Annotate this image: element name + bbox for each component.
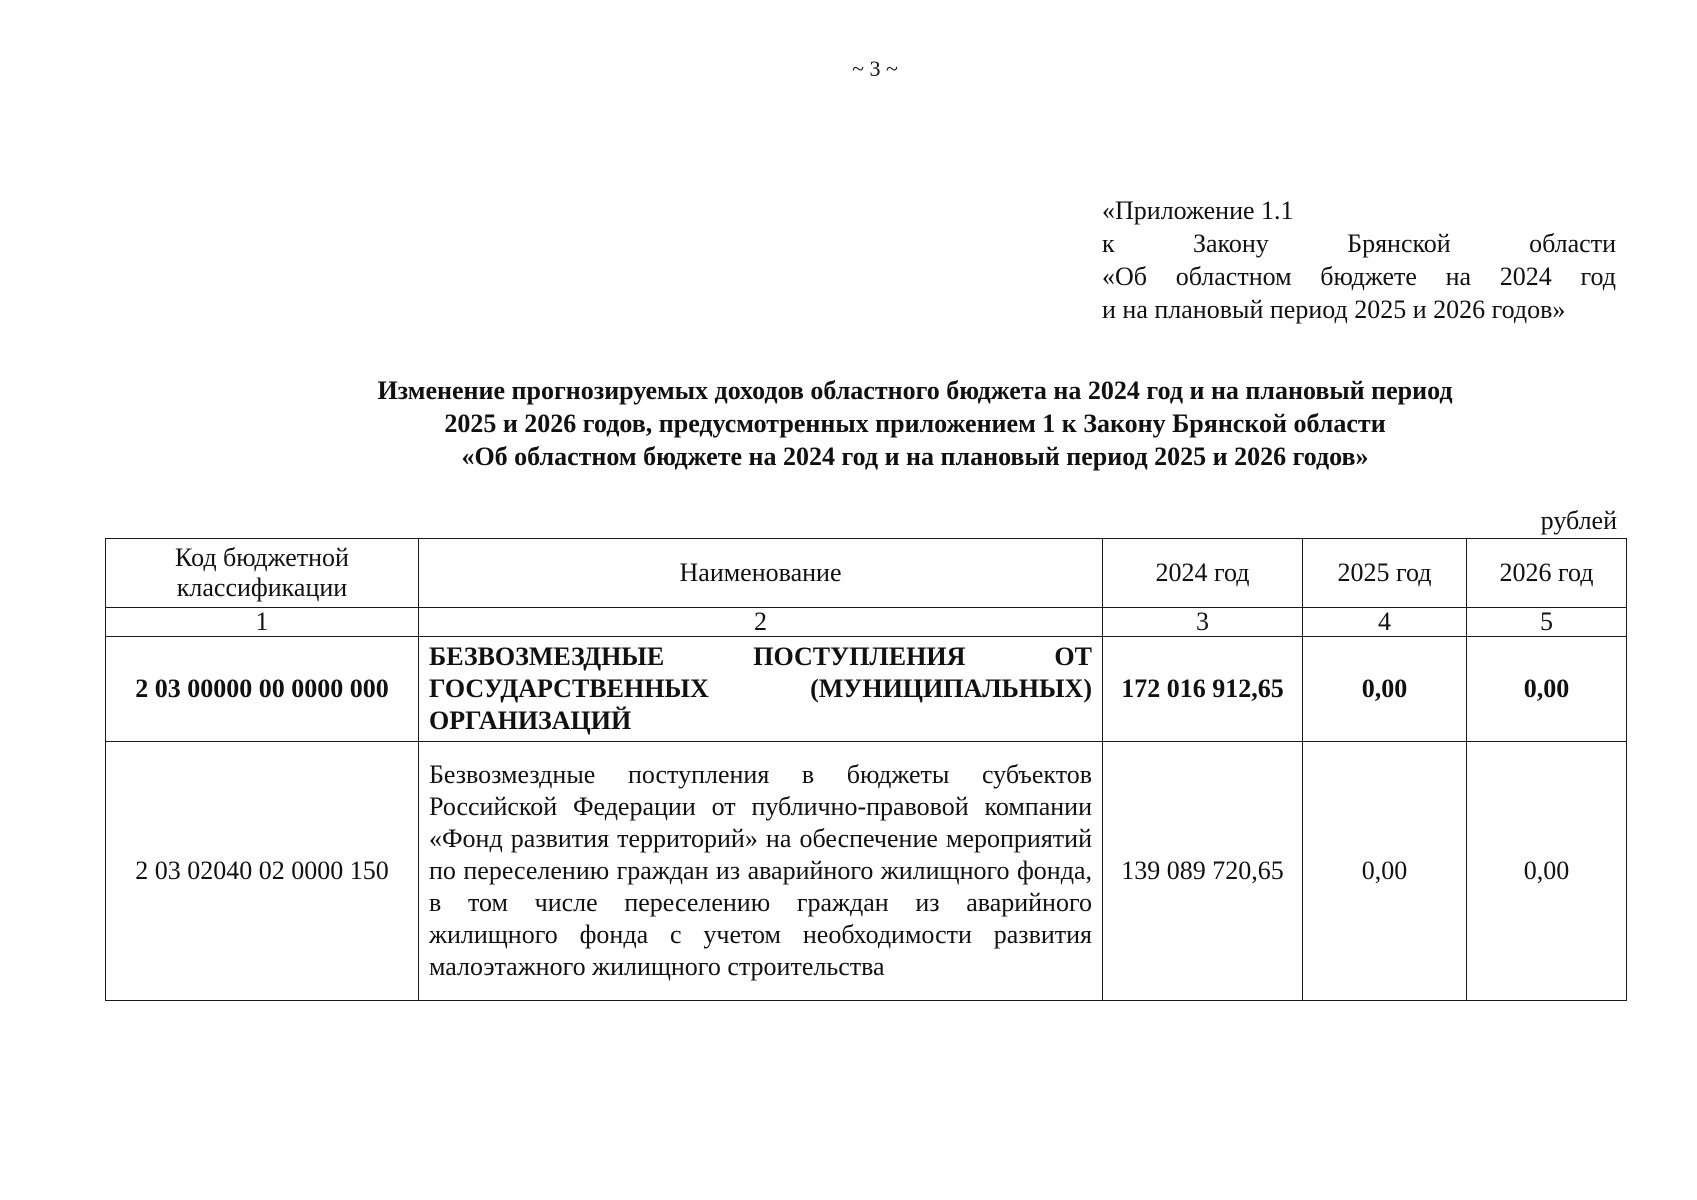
column-number: 4 (1303, 608, 1467, 637)
row-amount-2026: 0,00 (1467, 742, 1627, 1001)
page-number: ~ 3 ~ (852, 56, 898, 81)
row-amount-2025: 0,00 (1303, 637, 1467, 742)
table-row (106, 637, 1627, 742)
row-name: Безвозмездные поступления в бюджеты субъектов Российской Федерации от публично-правовой компании «Фонд развития территорий» на обеспечение мероприятий по переселению граждан из аварийного жилищного фонда, в том числе переселению граждан из аварийного жилищного фонда с учетом необходимости развития малоэтажного жилищного строительства (419, 742, 1103, 1001)
column-number: 1 (106, 608, 419, 637)
column-number: 5 (1467, 608, 1627, 637)
document-title-line: Изменение прогнозируемых доходов областного бюджета на 2024 год и на плановый период (377, 376, 1453, 405)
row-name: БЕЗВОЗМЕЗДНЫЕ ПОСТУПЛЕНИЯ ОТ ГОСУДАРСТВЕННЫХ (МУНИЦИПАЛЬНЫХ) ОРГАНИЗАЦИЙ (419, 637, 1103, 742)
appendix-note-line: и на плановый период 2025 и 2026 годов» (1102, 295, 1566, 324)
header-2026: 2026 год (1467, 539, 1627, 608)
budget-revenue-table (105, 538, 1627, 1001)
header-code: Код бюджетной классификации (106, 539, 419, 608)
table-row (106, 742, 1627, 1001)
row-code: 2 03 02040 02 0000 150 (106, 742, 419, 1001)
header-2025: 2025 год (1303, 539, 1467, 608)
appendix-note (1102, 194, 1616, 326)
row-amount-2025: 0,00 (1303, 742, 1467, 1001)
table-header-row (106, 539, 1627, 608)
appendix-note-line: «Об областном бюджете на 2024 год (1102, 262, 1616, 291)
document-title (160, 374, 1670, 473)
document-title-line: 2025 и 2026 годов, предусмотренных приложением 1 к Закону Брянской области (444, 409, 1386, 438)
row-amount-2024: 172 016 912,65 (1103, 637, 1303, 742)
column-number: 3 (1103, 608, 1303, 637)
header-name: Наименование (419, 539, 1103, 608)
row-code: 2 03 00000 00 0000 000 (106, 637, 419, 742)
row-amount-2026: 0,00 (1467, 637, 1627, 742)
column-number: 2 (419, 608, 1103, 637)
currency-units: рублей (1540, 506, 1617, 535)
column-number-row (106, 608, 1627, 637)
row-amount-2024: 139 089 720,65 (1103, 742, 1303, 1001)
appendix-note-line: к Закону Брянской области (1102, 229, 1616, 258)
appendix-note-line: «Приложение 1.1 (1102, 196, 1294, 225)
header-2024: 2024 год (1103, 539, 1303, 608)
document-title-line: «Об областном бюджете на 2024 год и на плановый период 2025 и 2026 годов» (461, 442, 1369, 471)
